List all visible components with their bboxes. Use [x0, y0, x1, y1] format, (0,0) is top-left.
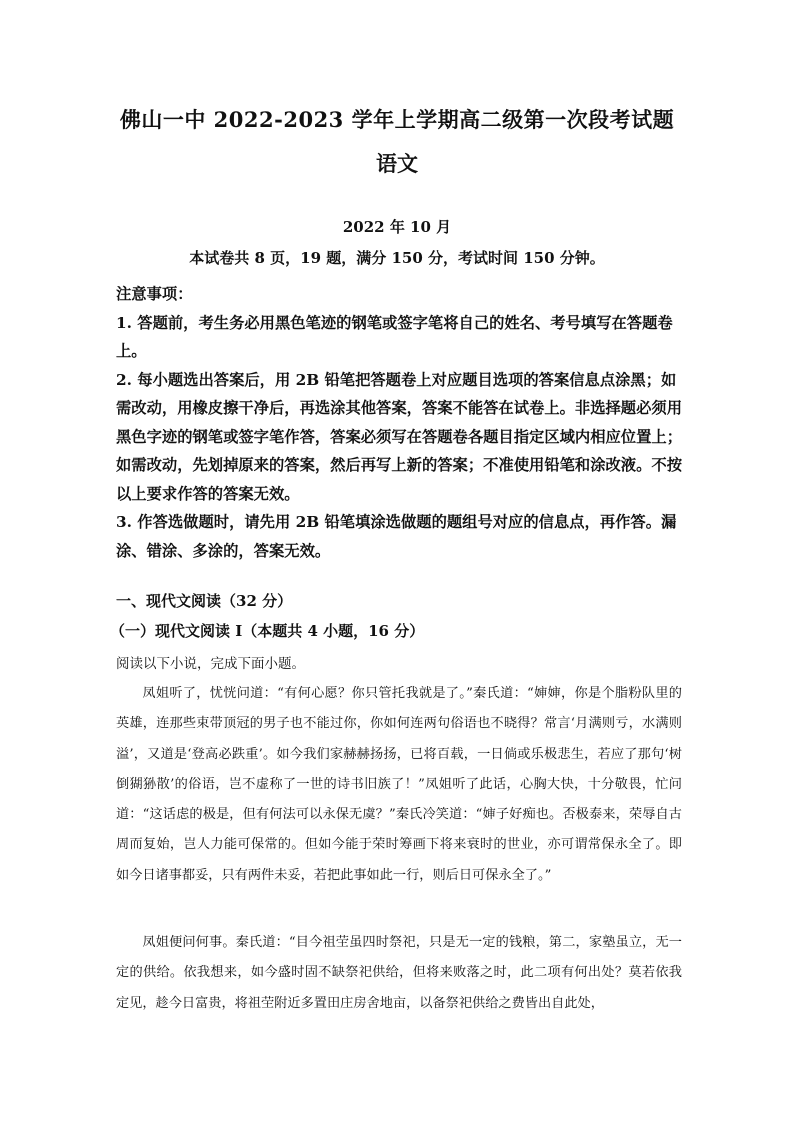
note-item-3: 3. 作答选做题时，请先用 2B 铅笔填涂选做题的题组号对应的信息点，再作答。漏涂、错涂、多涂的，答案无效。 [116, 513, 677, 560]
passage-paragraph: 凤姐便问何事。秦氏道：“目今祖茔虽四时祭祀，只是无一定的钱粮，第二，家塾虽立，无一定的供给。依我想来，如今盛时固不缺祭祀供给，但将来败落之时，此二项有何出处？莫若依我定见，趁今日富贵，将祖茔附近多置田庄房舍地亩，以备祭祀供给之费皆出自此处， [116, 935, 682, 1011]
subject-title: 语文 [376, 151, 418, 176]
exam-title: 佛山一中 2022-2023 学年上学期高二级第一次段考试题 [119, 107, 675, 132]
passage-paragraph: 凤姐听了，忧恍问道：“有何心愿？你只管托我就是了。”秦氏道：“婶婶，你是个脂粉队里的英雄，连那些束带顶冠的男子也不能过你，你如何连两句俗语也不晓得？常言‘月满则亏，水满则溢’，又道是‘登高必跌重’。如今我们家赫赫扬扬，已将百载，一日倘或乐极悲生，若应了那句‘树倒猢狲散’的俗语，岂不虚称了一世的诗书旧族了！”凤姐听了此话，心胸大快，十分敬畏，忙问道：“这话虑的极是，但有何法可以永保无虞？”秦氏冷笑道：“婶子好痴也。否极泰来，荣辱自古周而复始，岂人力能可保常的。但如今能于荣时筹画下将来衰时的世业，亦可谓常保永全了。即如今日诸事都妥，只有两件未妥，若把此事如此一行，则后日可保永全了。” [116, 686, 682, 883]
reading-instruction: 阅读以下小说，完成下面小题。 [116, 656, 305, 672]
exam-date: 2022 年 10 月 [342, 218, 452, 236]
subsection-heading: （一）现代文阅读 I（本题共 4 小题，16 分） [110, 622, 425, 640]
notes-block [116, 280, 682, 565]
note-item-2: 2. 每小题选出答案后，用 2B 铅笔把答题卷上对应题目选项的答案信息点涂黑；如需改动，用橡皮擦干净后，再选涂其他答案，答案不能答在试卷上。非选择题必须用黑色字迹的钢笔或签字笔作答，答案必须写在答题卷各题目指定区域内相应位置上；如需改动，先划掉原来的答案，然后再写上新的答案；不准使用铅笔和涂改液。不按以上要求作答的答案无效。 [116, 370, 682, 503]
note-item-1: 1. 答题前，考生务必用黑色笔迹的钢笔或签字笔将自己的姓名、考号填写在答题卷上。 [116, 313, 673, 360]
notes-heading: 注意事项： [116, 285, 193, 303]
section-heading: 一、现代文阅读（32 分） [116, 592, 293, 610]
exam-info: 本试卷共 8 页，19 题，满分 150 分，考试时间 150 分钟。 [189, 249, 605, 267]
